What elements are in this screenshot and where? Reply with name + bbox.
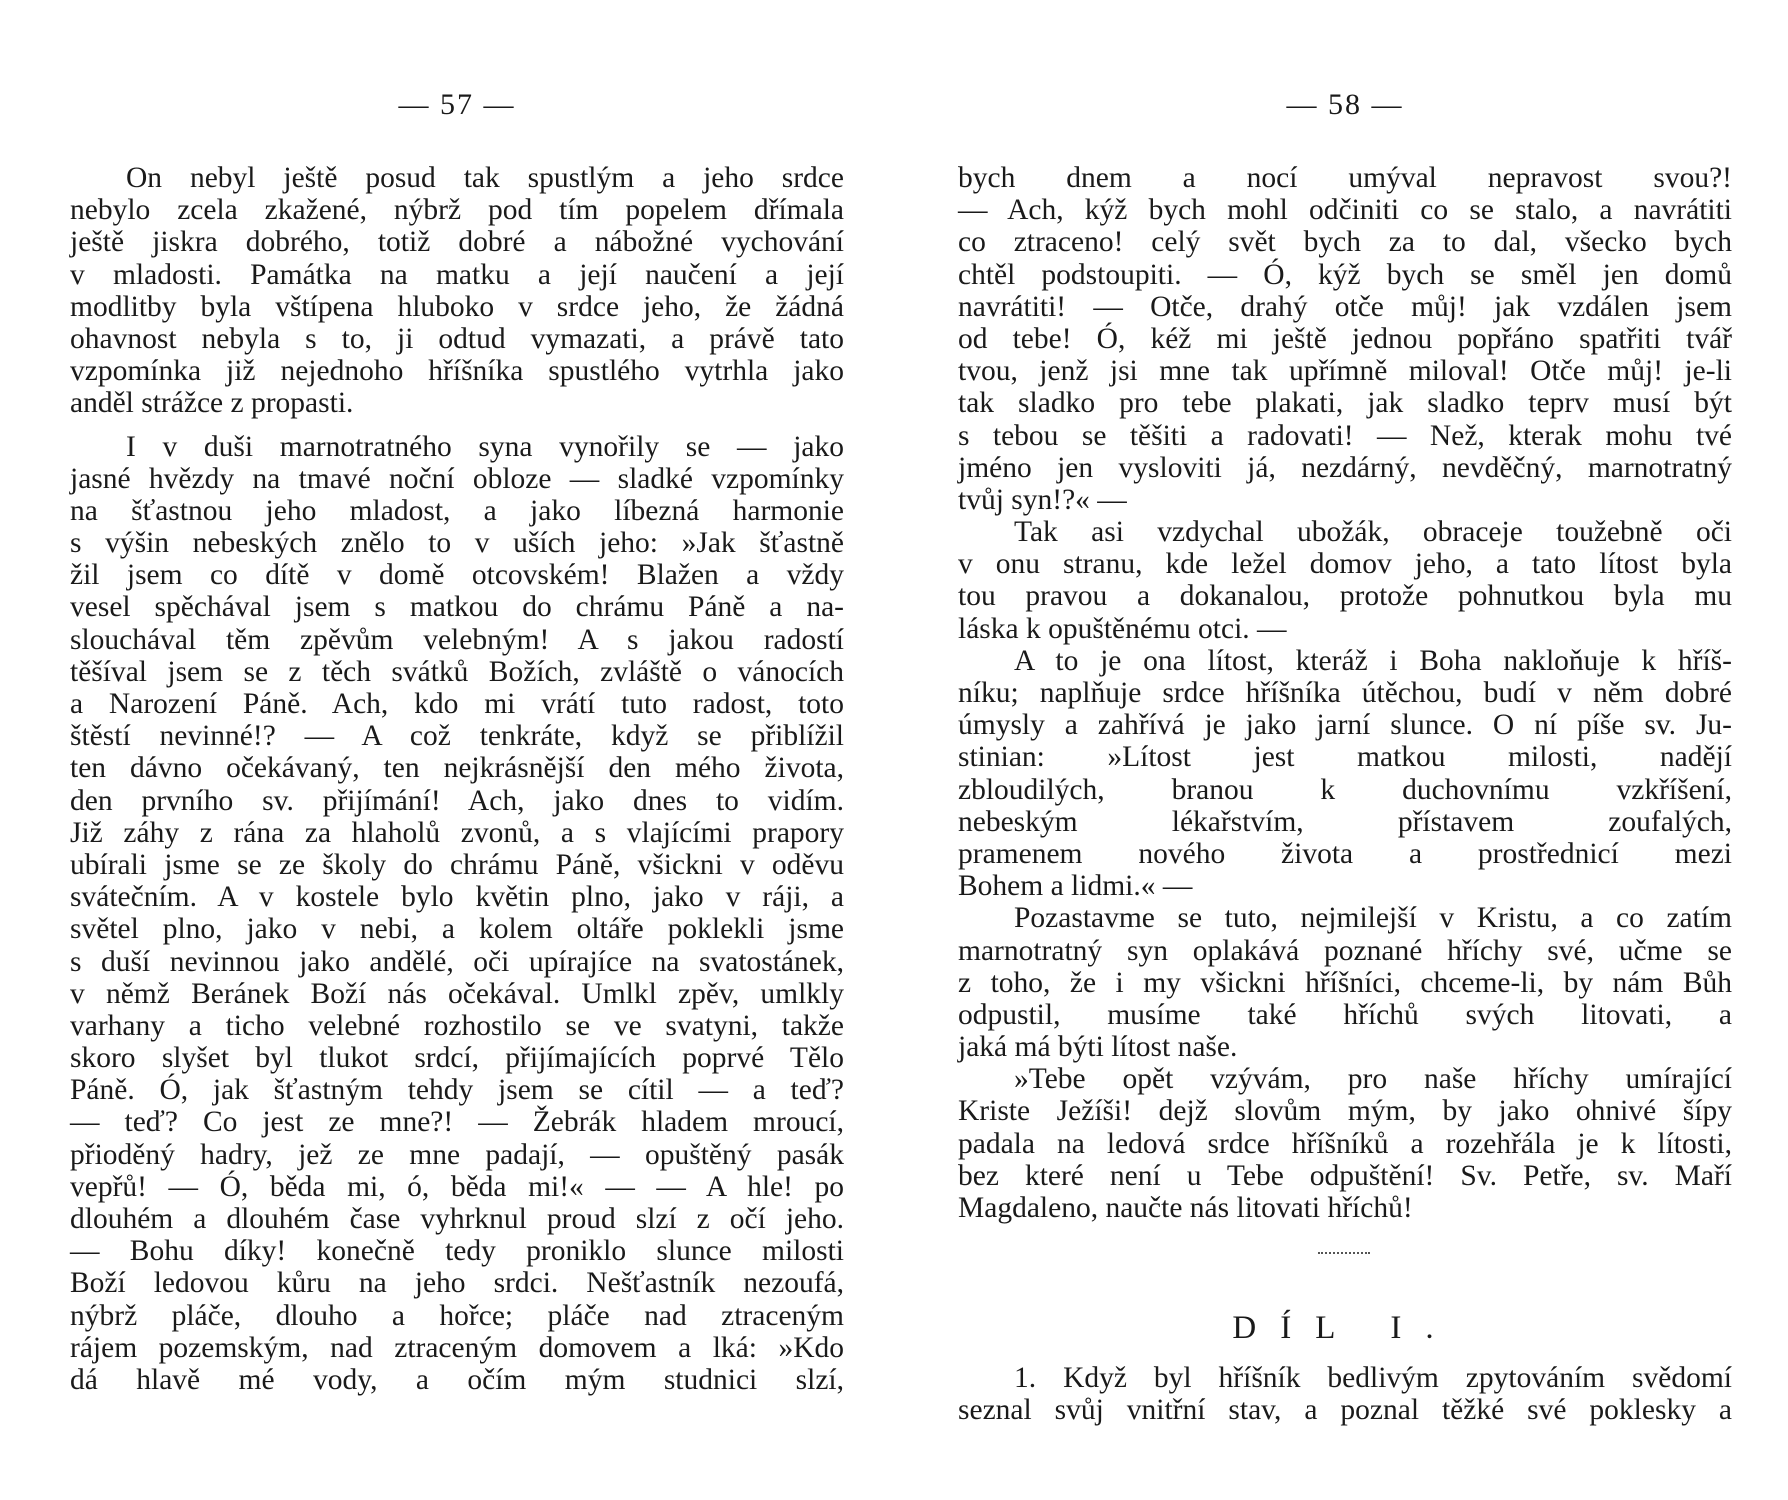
text-line: úmysly a zahřívá je jako jarní slunce. O ní píše sv. Ju- bbox=[958, 709, 1732, 742]
text-line: od tebe! Ó, kéž mi ještě jednou popřáno spatřiti tvář bbox=[958, 322, 1732, 355]
text-line: bez které není u Tebe odpuštění! Sv. Petře, sv. Maří bbox=[958, 1159, 1732, 1192]
text-line: svátečním. A v kostele bylo květin plno, jako v ráji, a bbox=[70, 881, 844, 914]
text-line: tvůj syn!?« — bbox=[958, 483, 1127, 516]
text-line: — Ach, kýž bych mohl odčiniti co se stalo, a navrátiti bbox=[958, 194, 1732, 227]
text-line: seznal svůj vnitřní stav, a poznal těžké své poklesky a bbox=[958, 1394, 1732, 1427]
text-line: Kriste Ježíši! dejž slovům mým, by jako ohnivé šípy bbox=[958, 1095, 1732, 1128]
text-line: pramenem nového života a prostřednicí mezi bbox=[958, 837, 1732, 870]
text-line: I v duši marnotratného syna vynořily se — jako bbox=[126, 430, 844, 463]
text-line: dlouhém a dlouhém čase vyhrknul proud slzí z očí jeho. bbox=[70, 1203, 844, 1235]
text-line: nebylo zcela zkažené, nýbrž pod tím popelem dřímala bbox=[70, 194, 844, 227]
text-line: anděl strážce z propasti. bbox=[70, 387, 354, 420]
text-line: — teď? Co jest ze mne?! — Žebrák hladem mroucí, bbox=[70, 1106, 844, 1139]
text-line: On nebyl ještě posud tak spustlým a jeho srdce bbox=[126, 162, 844, 194]
text-line: modlitby byla vštípena hluboko v srdce jeho, že žádná bbox=[70, 290, 844, 323]
text-line: v onu stranu, kde ležel domov jeho, a tato lítost byla bbox=[958, 548, 1732, 581]
text-line: Tak asi vzdychal ubožák, obraceje toužebně oči bbox=[1014, 516, 1732, 549]
text-line: s tebou se těšiti a radovati! — Než, kterak mohu tvé bbox=[958, 419, 1732, 452]
text-line: A to je ona lítost, kteráž i Boha nakloňuje k hříš- bbox=[1014, 644, 1732, 677]
text-line: ještě jiskra dobrého, totiž dobré a nábožné vychování bbox=[70, 226, 844, 259]
text-line: v němž Beránek Boží nás očekával. Umlkl zpěv, umlkly bbox=[70, 977, 844, 1010]
text-line: chtěl podstoupiti. — Ó, kýž bych se směl jen domů bbox=[958, 258, 1732, 291]
page-number: — 57 — bbox=[398, 88, 516, 121]
text-line: zbloudilých, branou k duchovnímu vzkříšení, bbox=[958, 773, 1732, 806]
text-line: nýbrž pláče, dlouho a hořce; pláče nad ztraceným bbox=[70, 1299, 844, 1332]
text-line: Bohem a lidmi.« — bbox=[958, 870, 1193, 903]
page-number: — 58 — bbox=[1286, 88, 1404, 121]
text-line: rájem pozemským, nad ztraceným domovem a lká: »Kdo bbox=[70, 1331, 844, 1364]
text-line: ubírali jsme se ze školy do chrámu Páně, všickni v oděvu bbox=[70, 848, 844, 881]
text-line: Již záhy z rána za hlaholů zvonů, a s vlajícími prapory bbox=[70, 816, 844, 849]
text-line: vepřů! — Ó, běda mi, ó, běda mi!« — — A hle! po bbox=[70, 1170, 844, 1203]
section-heading: DÍL I. bbox=[1232, 1310, 1458, 1346]
text-line: den prvního sv. přijímání! Ach, jako dnes to vidím. bbox=[70, 784, 844, 817]
text-line: marnotratný syn oplakává poznané hříchy své, učme se bbox=[958, 934, 1732, 967]
text-line: ohavnost nebyla s to, ji odtud vymazati, a právě tato bbox=[70, 322, 844, 355]
text-line: jméno jen vysloviti já, nezdárný, nevděčný, marnotratný bbox=[958, 451, 1732, 484]
text-line: odpustil, musíme také hříchů svých litovati, a bbox=[958, 998, 1732, 1031]
text-line: dá hlavě mé vody, a očím mým studnici slzí, bbox=[70, 1363, 844, 1396]
text-line: s duší nevinnou jako andělé, oči upírajíce na svatostánek, bbox=[70, 945, 844, 978]
text-line: tvou, jenž jsi mne tak upřímně miloval! Otče můj! je-li bbox=[958, 355, 1732, 388]
text-line: tak sladko pro tebe plakati, jak sladko teprv musí být bbox=[958, 387, 1732, 420]
text-line: níku; naplňuje srdce hříšníka útěchou, budí v něm dobré bbox=[958, 677, 1732, 709]
text-line: na šťastnou jeho mladost, a jako líbezná harmonie bbox=[70, 494, 844, 527]
text-line: skoro slyšet byl tlukot srdcí, přijímajících poprvé Tělo bbox=[70, 1042, 844, 1075]
text-line: světel plno, jako v nebi, a kolem oltáře poklekli jsme bbox=[70, 913, 844, 946]
text-line: bych dnem a nocí umýval nepravost svou?! bbox=[958, 162, 1732, 194]
text-line: vzpomínka již nejednoho hříšníka spustlého vytrhla jako bbox=[70, 355, 844, 388]
text-line: štěstí nevinné!? — A což tenkráte, když se přiblížil bbox=[70, 720, 844, 753]
text-line: jaká má býti lítost naše. bbox=[958, 1031, 1238, 1064]
text-line: ten dávno očekávaný, ten nejkrásnější den mého života, bbox=[70, 752, 844, 785]
text-line: v mladosti. Památka na matku a její naučení a její bbox=[70, 258, 844, 291]
section-ornament bbox=[1318, 1252, 1370, 1262]
text-line: přioděný hadry, jež ze mne padají, — opuštěný pasák bbox=[70, 1138, 844, 1171]
page-text bbox=[958, 162, 1732, 1224]
text-line: navrátiti! — Otče, drahý otče můj! jak vzdálen jsem bbox=[958, 290, 1732, 323]
text-line: těšíval jsem se z těch svátků Božích, zvláště o vánocích bbox=[70, 655, 844, 688]
text-line: žil jsem co dítě v domě otcovském! Blažen a vždy bbox=[70, 559, 844, 592]
text-line: z toho, že i my všickni hříšníci, chceme-li, by nám Bůh bbox=[958, 966, 1732, 999]
text-line: slouchával těm zpěvům velebným! A s jakou radostí bbox=[70, 623, 844, 656]
text-line: — Bohu díky! konečně tedy proniklo slunce milosti bbox=[70, 1235, 844, 1268]
text-line: Boží ledovou kůru na jeho srdci. Nešťastník nezoufá, bbox=[70, 1267, 844, 1300]
text-line: a Narození Páně. Ach, kdo mi vrátí tuto radost, toto bbox=[70, 688, 844, 720]
text-line: co ztraceno! celý svět bych za to dal, všecko bych bbox=[958, 226, 1732, 259]
text-line: 1. Když byl hříšník bedlivým zpytováním svědomí bbox=[1014, 1362, 1732, 1394]
text-line: varhany a ticho velebné rozhostilo se ve svatyni, takže bbox=[70, 1009, 844, 1042]
section-text bbox=[958, 1362, 1732, 1426]
text-line: tou pravou a dokanalou, protože pohnutkou byla mu bbox=[958, 580, 1732, 613]
text-line: nebeským lékařstvím, přístavem zoufalých, bbox=[958, 805, 1732, 838]
text-line: láska k opuštěnému otci. — bbox=[958, 612, 1287, 645]
text-line: padala na ledová srdce hříšníků a rozehřála je k lítosti, bbox=[958, 1127, 1732, 1160]
text-line: »Tebe opět vzývám, pro naše hříchy umírající bbox=[1014, 1063, 1732, 1096]
page-text bbox=[70, 162, 844, 1396]
text-line: Páně. Ó, jak šťastným tehdy jsem se cítil — a teď? bbox=[70, 1074, 844, 1107]
text-line: Magdaleno, naučte nás litovati hříchů! bbox=[958, 1192, 1413, 1224]
text-line: Pozastavme se tuto, nejmilejší v Kristu, a co zatím bbox=[1014, 902, 1732, 935]
text-line: vesel spěchával jsem s matkou do chrámu Páně a na- bbox=[70, 591, 844, 624]
text-line: jasné hvězdy na tmavé noční obloze — sladké vzpomínky bbox=[70, 462, 844, 495]
text-line: stinian: »Lítost jest matkou milosti, nadějí bbox=[958, 741, 1732, 774]
text-line: s výšin nebeských znělo to v uších jeho: »Jak šťastně bbox=[70, 527, 844, 560]
